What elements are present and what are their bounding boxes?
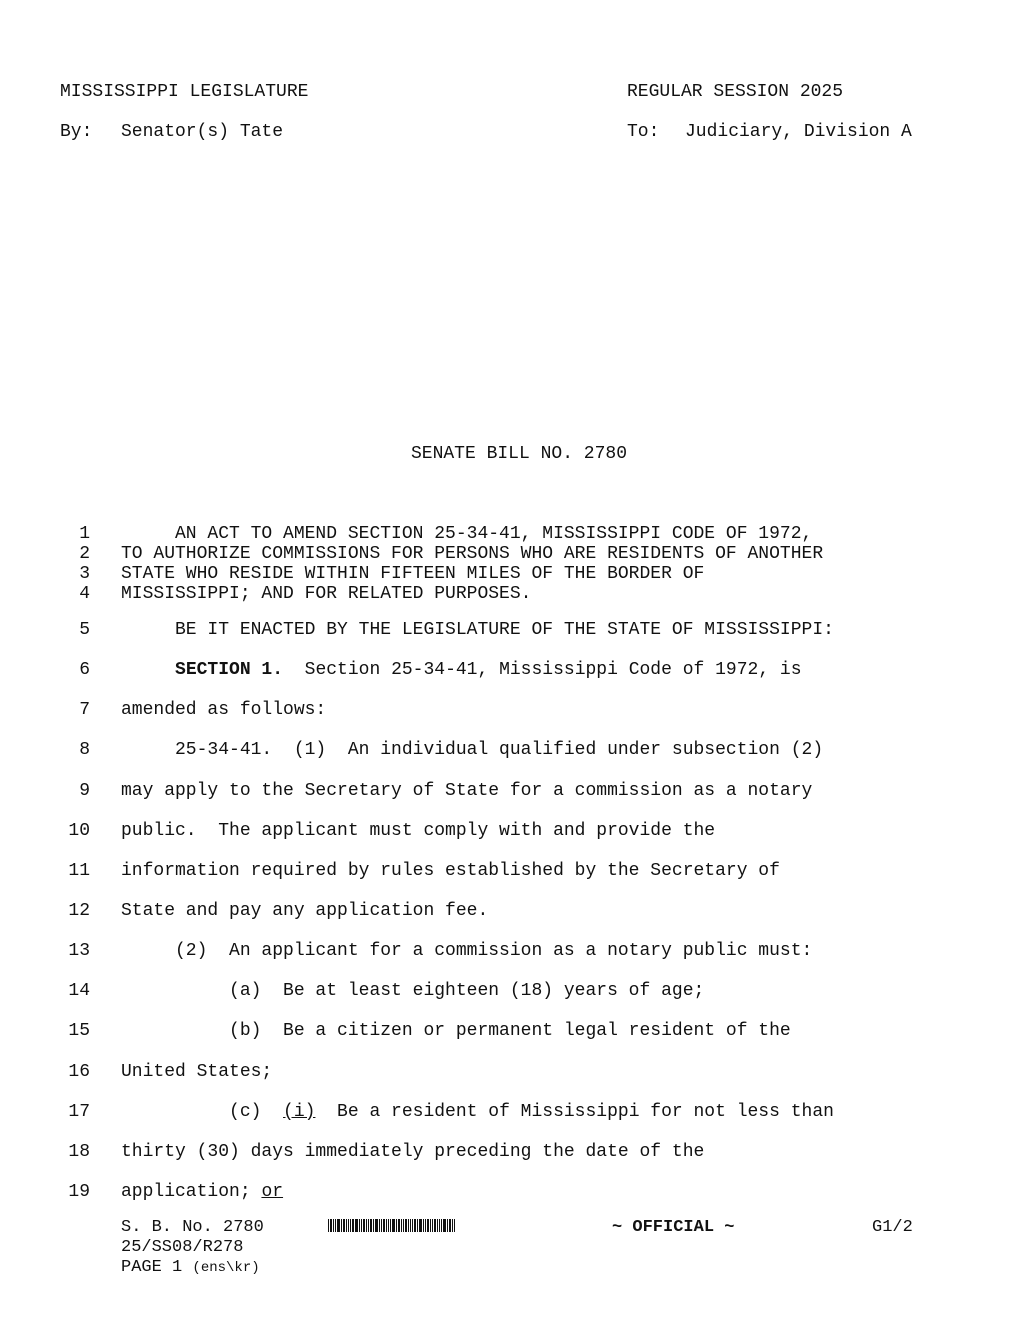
barcode-bar	[427, 1219, 429, 1232]
barcode-bar	[350, 1219, 351, 1232]
barcode-bar	[441, 1219, 442, 1232]
barcode-bar	[337, 1219, 340, 1232]
legislature-name: MISSISSIPPI LEGISLATURE	[60, 82, 309, 102]
line-number: 5	[79, 620, 90, 640]
barcode-bar	[383, 1219, 385, 1232]
barcode-bar	[430, 1219, 431, 1232]
line-text: State and pay any application fee.	[121, 901, 489, 921]
session-name: REGULAR SESSION 2025	[627, 82, 844, 102]
barcode-bar	[396, 1219, 397, 1232]
sponsor: Senator(s) Tate	[121, 122, 284, 142]
barcode-bar	[401, 1219, 402, 1232]
barcode-bar	[425, 1219, 426, 1232]
line-text: public. The applicant must comply with and provide the	[121, 821, 716, 841]
barcode-bar	[449, 1219, 451, 1232]
barcode-bar	[363, 1219, 365, 1232]
line-number: 6	[79, 660, 90, 680]
line-number: 18	[68, 1142, 90, 1162]
line-number: 4	[79, 584, 90, 604]
barcode-bar	[352, 1219, 354, 1232]
line-text: MISSISSIPPI; AND FOR RELATED PURPOSES.	[121, 584, 532, 604]
section-heading: SECTION 1.	[175, 660, 284, 680]
line-number: 11	[68, 861, 90, 881]
line-text-prefix: (c)	[121, 1102, 284, 1122]
inserted-text: (i)	[283, 1102, 316, 1122]
barcode-bar	[398, 1219, 400, 1232]
barcode-bar	[408, 1219, 409, 1232]
barcode-bar	[333, 1219, 334, 1232]
line-text: (b) Be a citizen or permanent legal resident of the	[121, 1021, 791, 1041]
line-text	[121, 660, 802, 680]
barcode-bar	[328, 1219, 329, 1232]
barcode-bar	[405, 1219, 407, 1232]
barcode-bar	[373, 1219, 374, 1232]
line-text: may apply to the Secretary of State for a commission as a notary	[121, 781, 813, 801]
barcode-bar	[361, 1219, 362, 1232]
line-text-rest: Be a resident of Mississippi for not less than	[315, 1102, 834, 1122]
barcode	[328, 1219, 474, 1232]
typist-initials: (ens\kr)	[192, 1260, 260, 1276]
line-number: 16	[68, 1062, 90, 1082]
line-number: 9	[79, 781, 90, 801]
page-label: PAGE 1	[121, 1258, 183, 1277]
barcode-bar	[375, 1219, 378, 1232]
barcode-bar	[368, 1219, 369, 1232]
barcode-bar	[343, 1219, 345, 1232]
barcode-bar	[447, 1219, 448, 1232]
barcode-bar	[439, 1219, 440, 1232]
barcode-bar	[412, 1219, 413, 1232]
line-number: 10	[68, 821, 90, 841]
barcode-bar	[359, 1219, 360, 1232]
barcode-bar	[346, 1219, 347, 1232]
barcode-bar	[434, 1219, 436, 1232]
barcode-bar	[392, 1219, 395, 1232]
barcode-bar	[330, 1219, 332, 1232]
line-text: (2) An applicant for a commission as a notary public must:	[121, 941, 813, 961]
line-number: 12	[68, 901, 90, 921]
inserted-text: or	[261, 1182, 284, 1202]
line-text: thirty (30) days immediately preceding the date of the	[121, 1142, 705, 1162]
barcode-bar	[379, 1219, 380, 1232]
barcode-bar	[432, 1219, 433, 1232]
to-label: To:	[627, 122, 660, 142]
barcode-bar	[335, 1219, 336, 1232]
line-text: information required by rules established by the Secretary of	[121, 861, 780, 881]
barcode-bar	[423, 1219, 424, 1232]
footer-bill-number: S. B. No. 2780	[121, 1218, 264, 1237]
line-number: 17	[68, 1102, 90, 1122]
committee: Judiciary, Division A	[685, 122, 912, 142]
line-text: TO AUTHORIZE COMMISSIONS FOR PERSONS WHO ARE RESIDENTS OF ANOTHER	[121, 544, 824, 564]
line-text: 25-34-41. (1) An individual qualified under subsection (2)	[121, 740, 824, 760]
line-number: 8	[79, 740, 90, 760]
barcode-bar	[437, 1219, 438, 1232]
barcode-bar	[390, 1219, 391, 1232]
barcode-bar	[403, 1219, 404, 1232]
line-text	[121, 1182, 283, 1202]
line-text: STATE WHO RESIDE WITHIN FIFTEEN MILES OF THE BORDER OF	[121, 564, 705, 584]
barcode-bar	[366, 1219, 367, 1232]
official-mark: ~ OFFICIAL ~	[612, 1218, 735, 1237]
line-text: amended as follows:	[121, 700, 327, 720]
barcode-bar	[452, 1219, 453, 1232]
barcode-bar	[454, 1219, 455, 1232]
barcode-bar	[443, 1219, 446, 1232]
line-number: 7	[79, 700, 90, 720]
barcode-bar	[386, 1219, 387, 1232]
barcode-bar	[414, 1219, 416, 1232]
barcode-bar	[341, 1219, 342, 1232]
barcode-bar	[370, 1219, 372, 1232]
footer-code: G1/2	[872, 1218, 913, 1237]
line-text: (a) Be at least eighteen (18) years of age;	[121, 981, 705, 1001]
line-text-prefix: application;	[121, 1182, 262, 1202]
line-text	[121, 1102, 834, 1122]
line-number: 13	[68, 941, 90, 961]
barcode-bar	[355, 1219, 358, 1232]
barcode-bar	[410, 1219, 411, 1232]
barcode-bar	[388, 1219, 389, 1232]
barcode-bar	[417, 1219, 418, 1232]
draft-id: 25/SS08/R278	[121, 1238, 244, 1257]
line-number: 1	[79, 524, 90, 544]
barcode-bar	[381, 1219, 382, 1232]
line-text: United States;	[121, 1062, 273, 1082]
barcode-bar	[348, 1219, 349, 1232]
bill-title: SENATE BILL NO. 2780	[410, 444, 628, 464]
barcode-bar	[419, 1219, 422, 1232]
line-text-rest: Section 25-34-41, Mississippi Code of 1972, is	[283, 660, 802, 680]
line-number: 15	[68, 1021, 90, 1041]
line-number: 3	[79, 564, 90, 584]
line-number: 19	[68, 1182, 90, 1202]
line-number: 2	[79, 544, 90, 564]
line-text: AN ACT TO AMEND SECTION 25-34-41, MISSISSIPPI CODE OF 1972,	[121, 524, 813, 544]
by-label: By:	[60, 122, 93, 142]
line-number: 14	[68, 981, 90, 1001]
line-text: BE IT ENACTED BY THE LEGISLATURE OF THE STATE OF MISSISSIPPI:	[121, 620, 834, 640]
page-number	[121, 1258, 260, 1278]
